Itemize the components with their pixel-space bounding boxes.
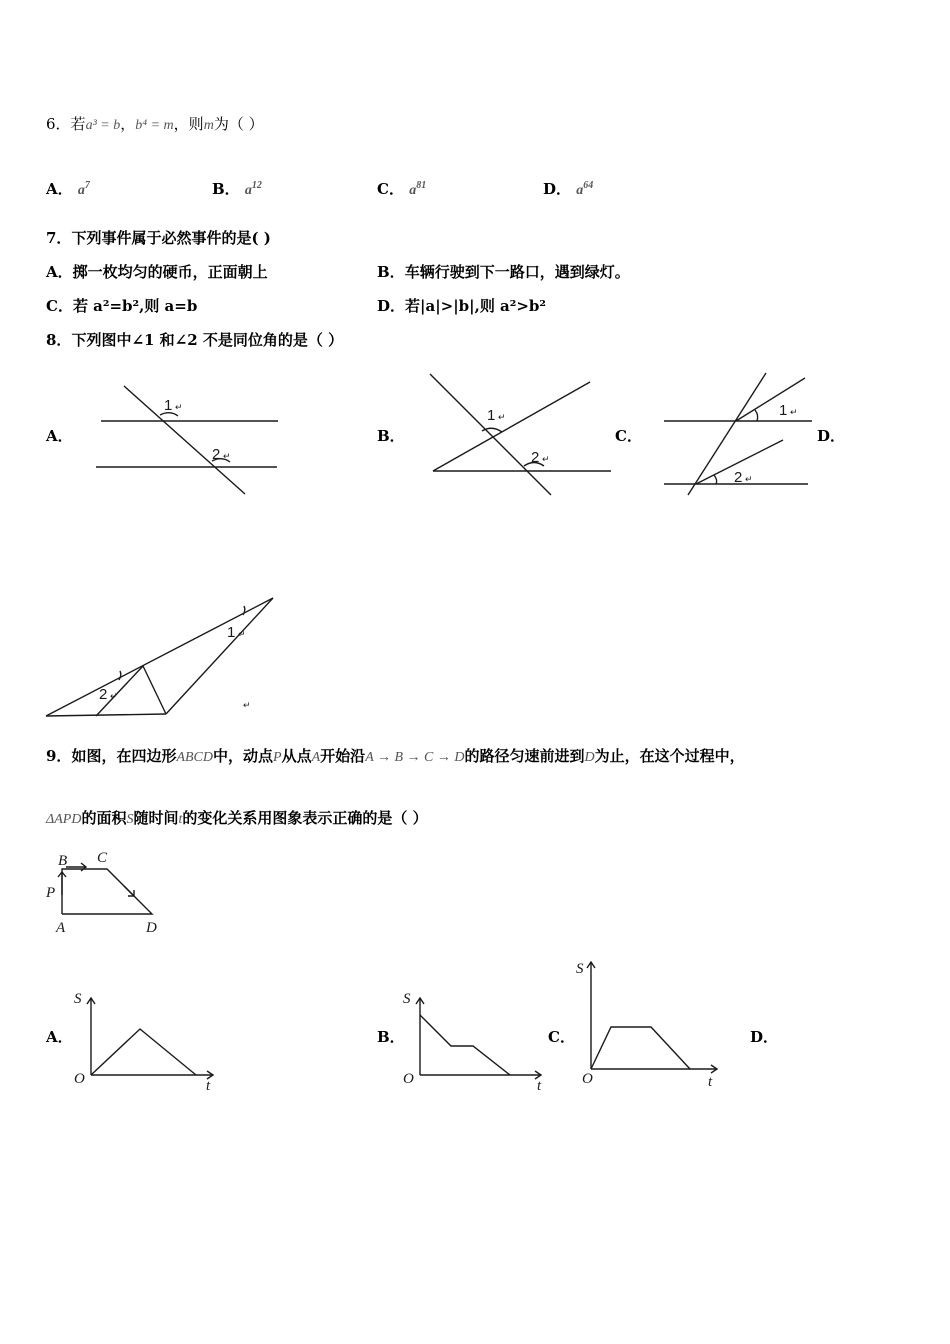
svg-text:↵: ↵ (790, 407, 798, 417)
axis-label-s: S (403, 991, 411, 1007)
vertex-label-c: C (97, 850, 108, 866)
q6-option-b[interactable]: B． $a^{12}$ (212, 180, 262, 198)
angle-label-2: 2 (99, 686, 108, 703)
q9-stem-line2: ΔAPD的面积S随时间t的变化关系用图象表示正确的是（ ） (46, 809, 428, 827)
q6-option-a[interactable]: A． $a^7$ (46, 180, 90, 198)
axis-label-t: t (708, 1074, 713, 1090)
angle-label-1: 1 (227, 624, 236, 641)
q9-option-c-label[interactable]: C． (548, 1028, 575, 1046)
origin-label: O (403, 1071, 414, 1087)
math-variable: m (203, 118, 214, 133)
axis-label-t: t (206, 1078, 211, 1094)
q9-option-a-label[interactable]: A． (46, 1028, 73, 1046)
q8-option-a-label[interactable]: A． (46, 427, 73, 445)
svg-text:↵: ↵ (745, 474, 753, 484)
math-expression: a³ = b (85, 118, 121, 133)
q6-option-d[interactable]: D． $a^{64}$ (543, 180, 594, 198)
svg-text:↵: ↵ (175, 402, 183, 412)
svg-text:↵: ↵ (238, 629, 246, 639)
svg-text:↵: ↵ (542, 454, 550, 464)
q9-option-d-label[interactable]: D． (750, 1028, 779, 1046)
svg-text:↵: ↵ (243, 700, 251, 710)
q7-option-a[interactable]: A．掷一枚均匀的硬币，正面朝上 (46, 263, 268, 281)
vertex-label-a: A (56, 920, 66, 936)
math-expression: b⁴ = m (135, 118, 174, 133)
q8-option-d-label[interactable]: D． (817, 427, 846, 445)
angle-label-1: 1 (779, 402, 788, 419)
q6-option-c[interactable]: C． $a^{81}$ (377, 180, 427, 198)
question-number: 7． (46, 229, 72, 247)
q7-option-d[interactable]: D．若|a|>|b|,则 a²>b² (377, 297, 546, 315)
angle-label-2: 2 (734, 469, 743, 486)
q8-stem: 8．下列图中∠1 和∠2 不是同位角的是（ ） (46, 331, 344, 349)
point-label-p: P (46, 885, 56, 901)
angle-label-1: 1 (164, 397, 173, 414)
origin-label: O (582, 1071, 593, 1087)
q7-stem: 7．下列事件属于必然事件的是( ) (46, 229, 271, 247)
angle-label-2: 2 (212, 446, 221, 463)
svg-text:↵: ↵ (110, 691, 118, 701)
question-number: 6． (46, 115, 71, 133)
svg-text:↵: ↵ (498, 412, 506, 422)
q8-option-c-label[interactable]: C． (615, 427, 642, 445)
axis-label-s: S (74, 991, 82, 1007)
q8-option-b-label[interactable]: B． (377, 427, 405, 445)
axis-label-s: S (576, 961, 584, 977)
q9-option-b-label[interactable]: B． (377, 1028, 405, 1046)
q7-option-c[interactable]: C．若 a²=b²,则 a=b (46, 297, 198, 315)
vertex-label-d: D (146, 920, 157, 936)
svg-text:↵: ↵ (223, 451, 231, 461)
angle-label-1: 1 (487, 407, 496, 424)
q6-stem: 6．若a³ = b，b⁴ = m，则m为（ ） (46, 115, 264, 133)
question-number: 8． (46, 331, 72, 349)
angle-label-2: 2 (531, 449, 540, 466)
q9-stem-line1: 9．如图，在四边形ABCD中，动点P从点A开始沿A → B → C → D的路径匀速前进到D为止，在这个过程中， (46, 747, 745, 765)
origin-label: O (74, 1071, 85, 1087)
axis-label-t: t (537, 1078, 542, 1094)
q7-option-b[interactable]: B．车辆行驶到下一路口，遇到绿灯。 (377, 263, 630, 281)
question-number: 9． (46, 747, 72, 765)
graph-line (591, 1027, 690, 1069)
vertex-label-b: B (58, 853, 68, 869)
